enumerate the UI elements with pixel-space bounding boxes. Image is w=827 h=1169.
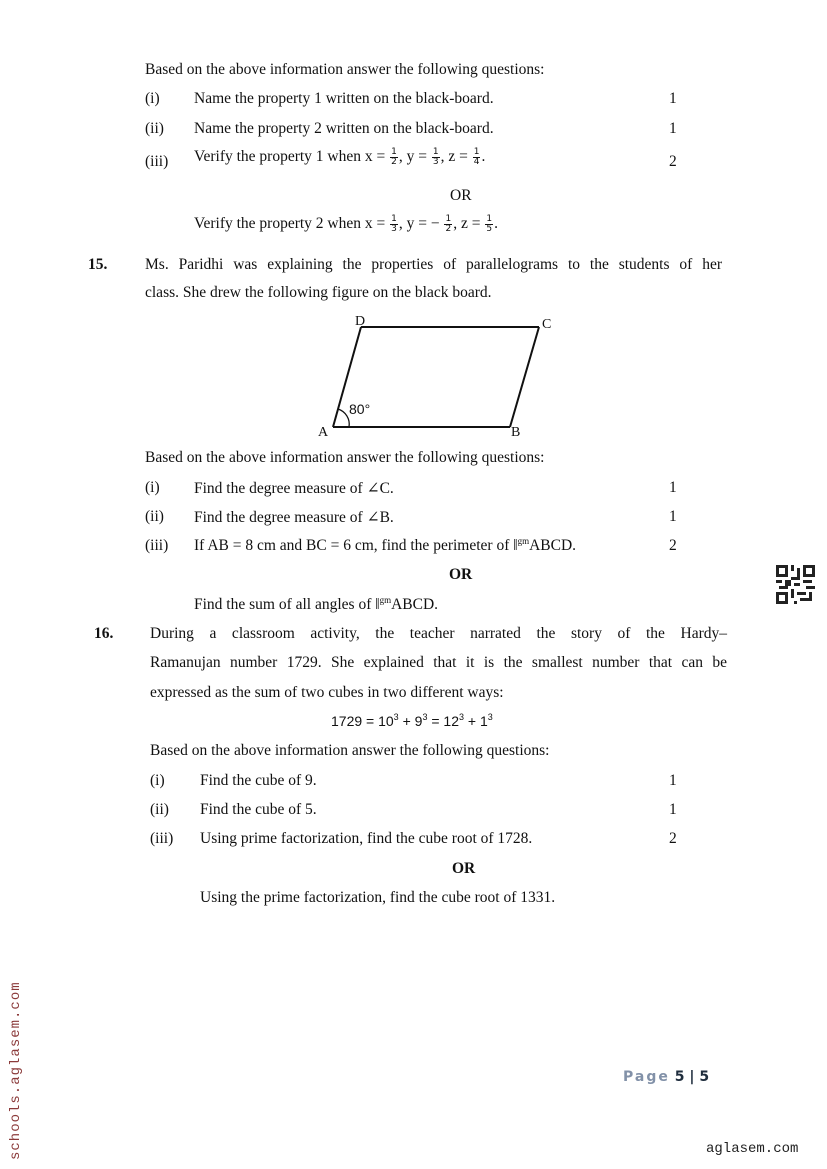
q16-ii-label: (ii) (150, 801, 169, 818)
q16-iii-label: (iii) (150, 830, 174, 847)
q16-ii-marks: 1 (669, 801, 677, 818)
q15-ii-label: (ii) (145, 508, 164, 525)
qr-code-icon (776, 565, 815, 604)
vertex-c-label: C (542, 317, 552, 332)
footer-site-url: aglasem.com (706, 1141, 799, 1157)
q15-i-marks: 1 (669, 479, 677, 496)
fraction-x: $\frac{1}{3}$ (391, 214, 397, 234)
q14-intro: Based on the above information answer the following questions: (145, 61, 545, 78)
side-watermark-url: schools.aglasem.com (8, 981, 24, 1160)
q14-i-label: (i) (145, 90, 160, 107)
q16-i-label: (i) (150, 772, 165, 789)
q14-ii-marks: 1 (669, 120, 677, 137)
q15-iii-text: If AB = 8 cm and BC = 6 cm, find the perimeter of ‖$^{gm}$ABCD. (194, 536, 577, 554)
fraction-z: $\frac{1}{4}$ (473, 147, 480, 167)
q14-ii-text: Name the property 2 written on the black-board. (194, 120, 494, 137)
q14-iii-text: Verify the property 1 when x = $\frac{1}{2}$ , y = $\frac{1}{3}$ , z = $\frac{1}{4}$ . (194, 147, 486, 167)
angle-a-label: 80° (349, 401, 371, 417)
q14-iii-label: (iii) (145, 153, 169, 170)
q14-alt-text: Verify the property 2 when x = $\frac{1}{3}$ , y = − $\frac{1}{2}$ , z = $\frac{1}{5}$ . (194, 214, 498, 234)
q15-line2: class. She drew the following figure on the black board. (145, 284, 492, 301)
q15-iii-label: (iii) (145, 537, 169, 554)
q14-or: OR (450, 187, 472, 204)
q16-i-marks: 1 (669, 772, 677, 789)
q16-ii-text: Find the cube of 5. (200, 801, 317, 818)
fraction-y: $\frac{1}{3}$ (432, 147, 439, 167)
q14-ii-label: (ii) (145, 120, 164, 137)
hardy-ramanujan-equation: $1729 = 10^3 + 9^3 = 12^3 + 1^3$ (331, 712, 493, 729)
q14-iii-marks: 2 (669, 153, 677, 170)
q15-i-text: Find the degree measure of ∠C. (194, 480, 394, 497)
vertex-a-label: A (318, 425, 329, 440)
q16-line2: Ramanujan number 1729. She explained that it is the smallest number that can be (150, 654, 727, 671)
q16-iii-text: Using prime factorization, find the cube root of 1728. (200, 830, 533, 847)
q14-i-marks: 1 (669, 90, 677, 107)
fraction-x: $\frac{1}{2}$ (391, 147, 397, 167)
q16-i-text: Find the cube of 9. (200, 772, 317, 789)
q16-number: 16. (94, 625, 114, 642)
q15-or: OR (449, 566, 473, 583)
vertex-d-label: D (355, 314, 366, 329)
q15-ii-text: Find the degree measure of ∠B. (194, 509, 394, 526)
q16-alt-text: Using the prime factorization, find the cube root of 1331. (200, 889, 556, 906)
vertex-b-label: B (511, 425, 521, 440)
q16-iii-marks: 2 (669, 830, 677, 847)
q15-number: 15. (88, 256, 108, 273)
q15-intro: Based on the above information answer the following questions: (145, 449, 545, 466)
q15-alt-text: Find the sum of all angles of ‖$^{gm}$ABCD. (194, 595, 439, 613)
q16-line1: During a classroom activity, the teacher narrated the story of the Hardy– (150, 625, 727, 642)
q16-line3: expressed as the sum of two cubes in two different ways: (150, 684, 504, 701)
parallelogram-figure (310, 308, 560, 443)
fraction-z: $\frac{1}{5}$ (486, 214, 493, 234)
q15-ii-marks: 1 (669, 508, 677, 525)
page-number: Page 5 | 5 (623, 1069, 710, 1085)
q16-intro: Based on the above information answer the following questions: (150, 742, 550, 759)
q15-i-label: (i) (145, 479, 160, 496)
q15-line1: Ms. Paridhi was explaining the properties of parallelograms to the students of her (145, 256, 722, 273)
fraction-y: $\frac{1}{2}$ (445, 214, 452, 234)
q16-or: OR (452, 860, 476, 877)
q15-iii-marks: 2 (669, 537, 677, 554)
q14-i-text: Name the property 1 written on the black-board. (194, 90, 494, 107)
